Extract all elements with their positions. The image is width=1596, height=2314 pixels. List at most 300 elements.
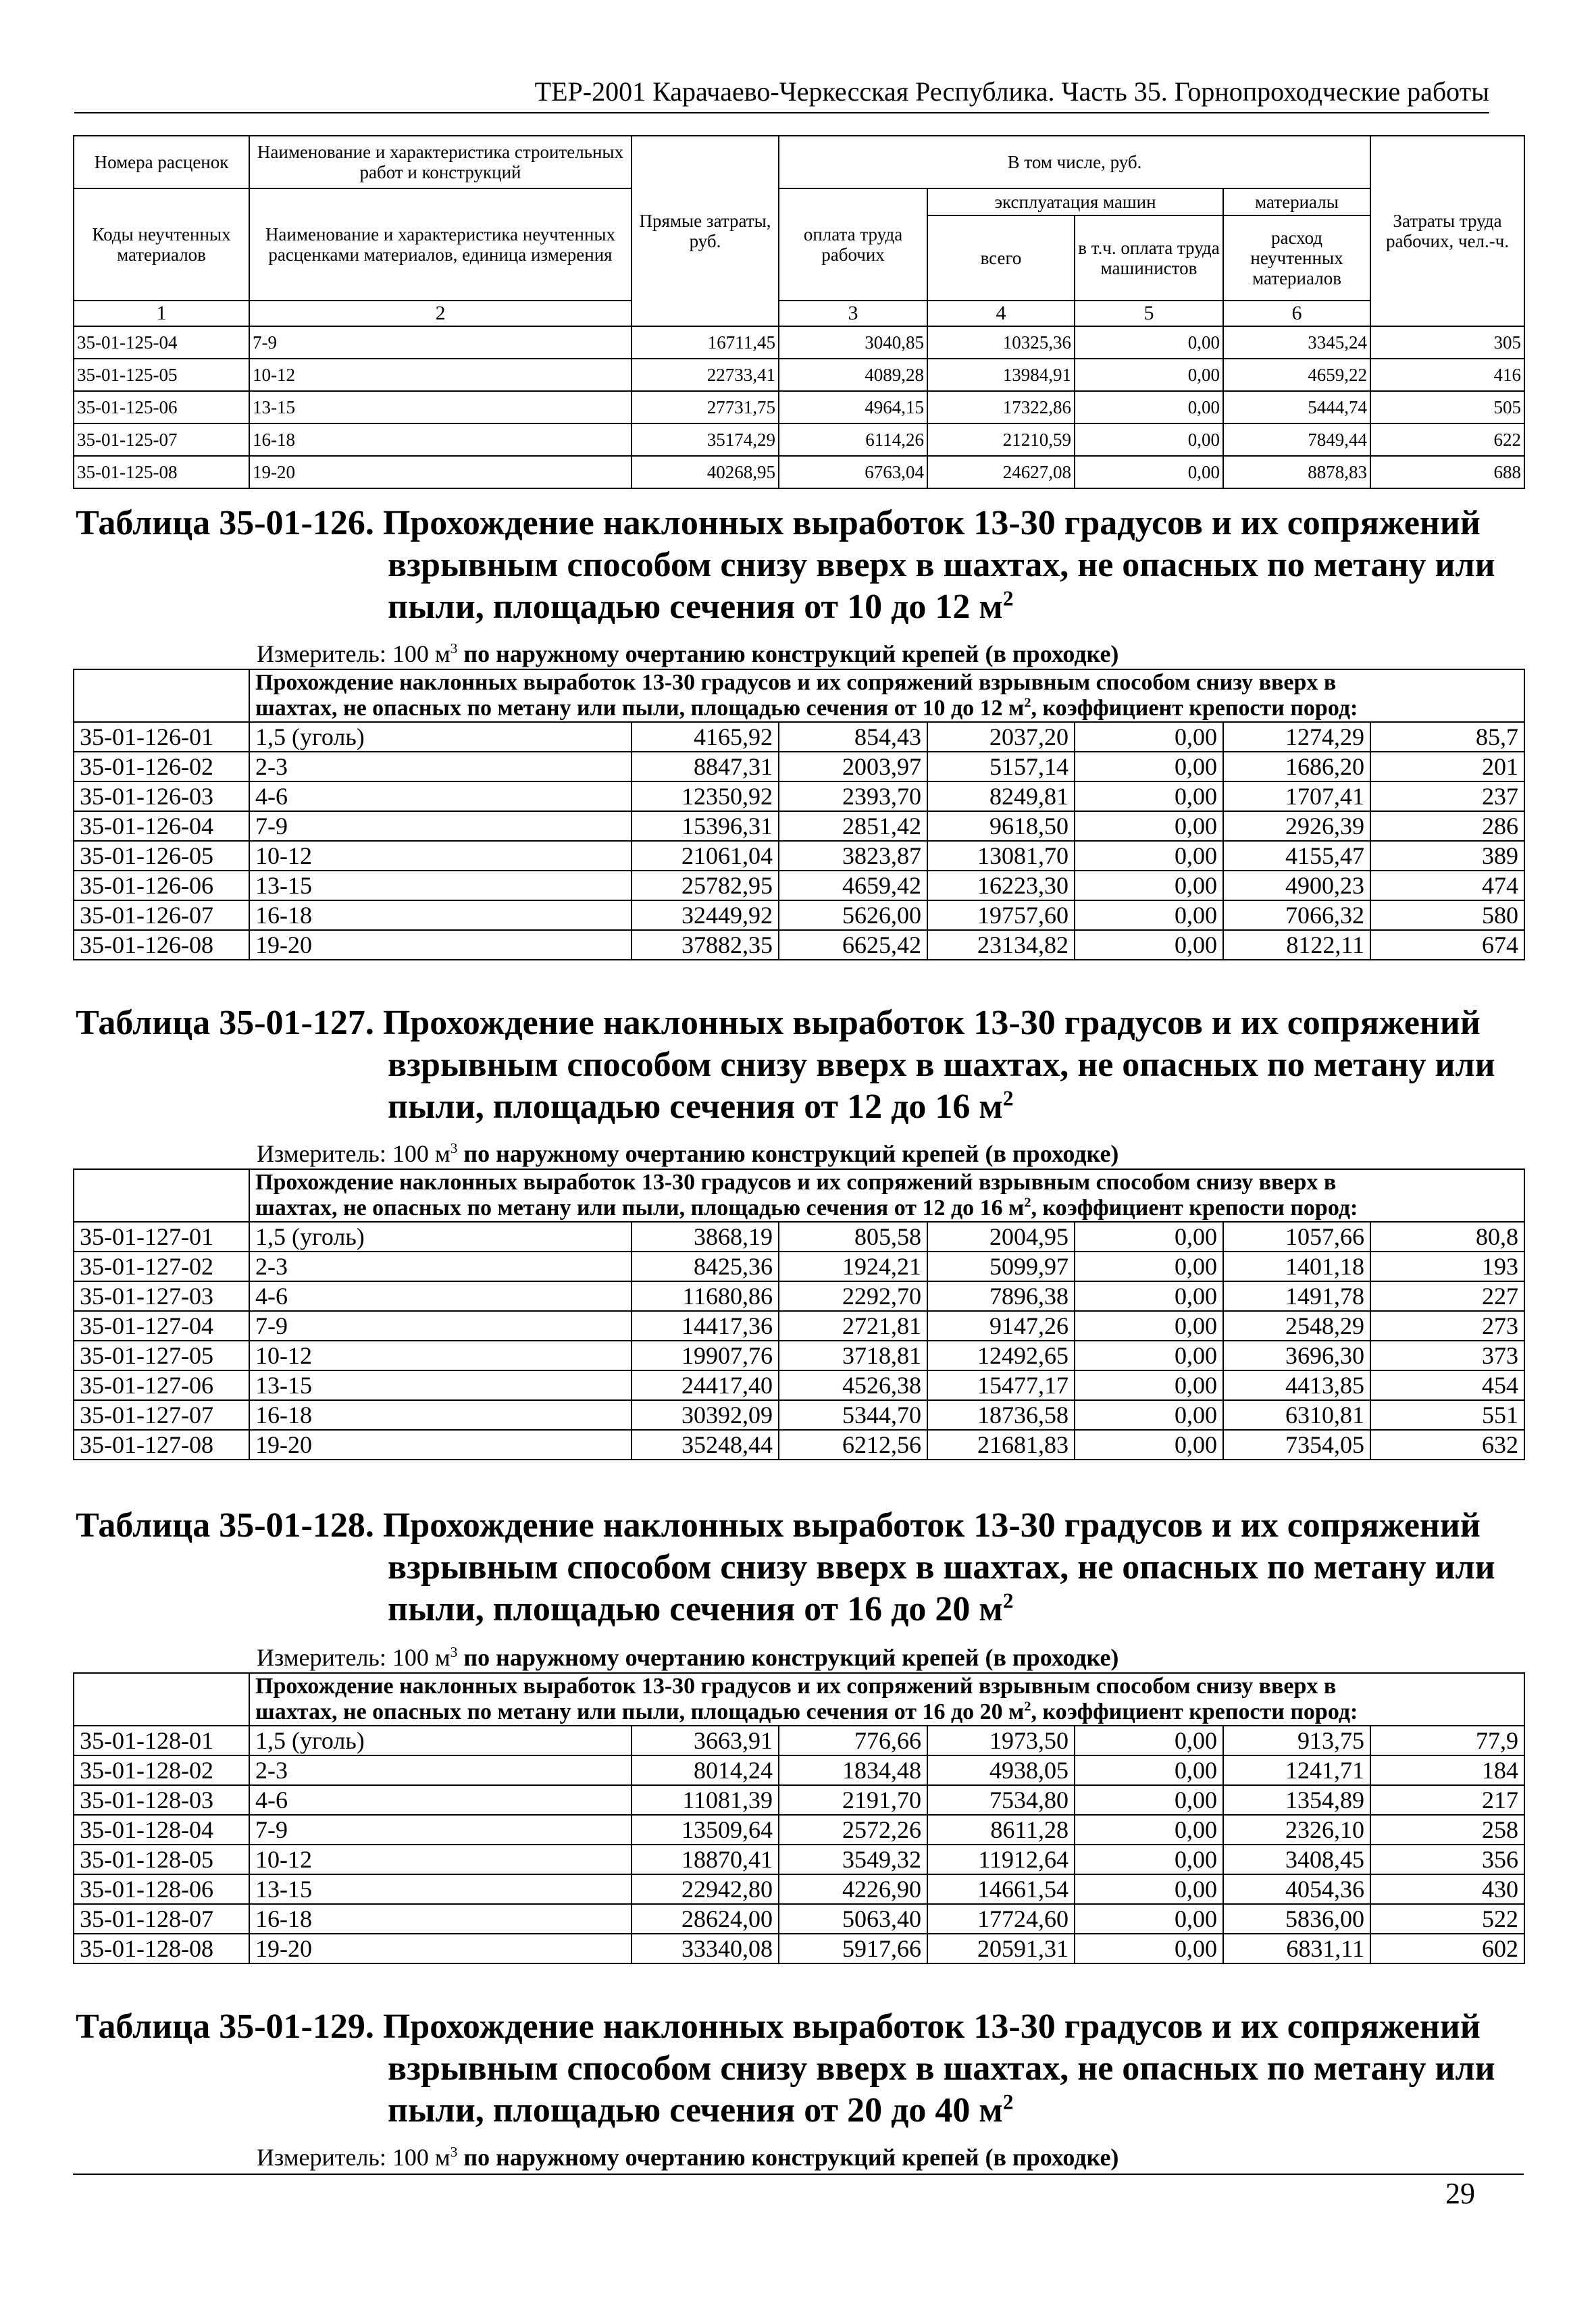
table-cell: 7-9 <box>249 1815 632 1845</box>
table-126-title-sup: 2 <box>1002 586 1014 611</box>
measure-unit: Измеритель: 100 м <box>257 1644 451 1671</box>
caption-line2: шахтах, не опасных по метану или пыли, площадью сечения от 16 до 20 м <box>255 1699 1025 1724</box>
table-cell: 3345,24 <box>1223 326 1370 359</box>
table-cell: 505 <box>1370 391 1524 423</box>
table-cell: 2-3 <box>249 1755 632 1785</box>
table-cell: 1491,78 <box>1223 1281 1370 1311</box>
table-row <box>74 1370 1524 1400</box>
table-cell: 0,00 <box>1075 900 1223 930</box>
table-cell: 35-01-125-06 <box>74 391 249 423</box>
table-cell: 4155,47 <box>1223 841 1370 871</box>
table-cell: 2721,81 <box>779 1311 927 1341</box>
table-cell: 0,00 <box>1075 752 1223 781</box>
table-row <box>74 1874 1524 1904</box>
table-row <box>74 1311 1524 1341</box>
table-cell: 19-20 <box>249 456 632 488</box>
table-cell: 854,43 <box>779 722 927 752</box>
table-cell: 32449,92 <box>632 900 779 930</box>
table-126-title-line3: пыли, площадью сечения от 10 до 12 м <box>388 588 1003 626</box>
table-cell: 9618,50 <box>927 811 1075 841</box>
table-128-title <box>76 1505 1528 1630</box>
table-cell: 16-18 <box>249 423 632 456</box>
col5-header: всего <box>927 215 1075 301</box>
caption-line2-end: , коэффициент крепости пород: <box>1031 696 1358 721</box>
table-cell: 193 <box>1370 1252 1524 1281</box>
colnum-3: 3 <box>779 301 927 326</box>
table-cell: 1274,29 <box>1223 722 1370 752</box>
table-cell: 2926,39 <box>1223 811 1370 841</box>
table-cell: 2851,42 <box>779 811 927 841</box>
table-cell: 19757,60 <box>927 900 1075 930</box>
table-cell: 6763,04 <box>779 456 927 488</box>
table-row <box>74 359 1524 391</box>
table-cell: 5157,14 <box>927 752 1075 781</box>
table-cell: 2004,95 <box>927 1222 1075 1252</box>
table-129-title <box>76 2006 1528 2132</box>
table-cell: 7534,80 <box>927 1785 1075 1815</box>
table-cell: 1354,89 <box>1223 1785 1370 1815</box>
table-cell: 8122,11 <box>1223 930 1370 960</box>
table-cell: 22733,41 <box>632 359 779 391</box>
table-cell: 35-01-128-08 <box>74 1934 249 1963</box>
table-cell: 15396,31 <box>632 811 779 841</box>
table-cell: 0,00 <box>1075 930 1223 960</box>
table-cell: 8249,81 <box>927 781 1075 811</box>
table-cell: 4659,42 <box>779 871 927 900</box>
table-row <box>74 752 1524 781</box>
table-129-measure <box>257 2144 1118 2171</box>
table-row <box>74 841 1524 871</box>
caption-line1: Прохождение наклонных выработок 13-30 градусов и их сопряжений взрывным способом снизу вверх в <box>255 670 1337 695</box>
table-127-caption-spacer <box>74 1169 249 1222</box>
table-cell: 21061,04 <box>632 841 779 871</box>
table-cell: 35-01-127-02 <box>74 1252 249 1281</box>
table-cell: 12492,65 <box>927 1341 1075 1370</box>
table-cell: 286 <box>1370 811 1524 841</box>
table-129-title-sup: 2 <box>1002 2090 1014 2114</box>
table-cell: 0,00 <box>1075 1726 1223 1755</box>
table-cell: 16-18 <box>249 1400 632 1430</box>
table-cell: 4413,85 <box>1223 1370 1370 1400</box>
table-cell: 5344,70 <box>779 1400 927 1430</box>
table-cell: 0,00 <box>1075 326 1223 359</box>
table-row <box>74 391 1524 423</box>
colnum-1: 1 <box>74 301 249 326</box>
table-cell: 11680,86 <box>632 1281 779 1311</box>
table-row <box>74 900 1524 930</box>
table-126 <box>73 669 1525 960</box>
table-row <box>74 423 1524 456</box>
table-cell: 35-01-128-01 <box>74 1726 249 1755</box>
colnum-4: 4 <box>927 301 1075 326</box>
table-cell: 18736,58 <box>927 1400 1075 1430</box>
measure-sup: 3 <box>450 640 458 657</box>
table-cell: 184 <box>1370 1755 1524 1785</box>
table-cell: 4900,23 <box>1223 871 1370 900</box>
table-cell: 10-12 <box>249 359 632 391</box>
table-cell: 0,00 <box>1075 1281 1223 1311</box>
table-cell: 19907,76 <box>632 1341 779 1370</box>
table-cell: 8425,36 <box>632 1252 779 1281</box>
table-cell: 454 <box>1370 1370 1524 1400</box>
table-cell: 4-6 <box>249 1785 632 1815</box>
table-cell: 5063,40 <box>779 1904 927 1934</box>
colnum-6: 6 <box>1223 301 1370 326</box>
table-cell: 0,00 <box>1075 359 1223 391</box>
table-cell: 10325,36 <box>927 326 1075 359</box>
table-128-caption-spacer <box>74 1673 249 1726</box>
table-cell: 35-01-126-04 <box>74 811 249 841</box>
table-cell: 8014,24 <box>632 1755 779 1785</box>
table-cell: 8878,83 <box>1223 456 1370 488</box>
table-cell: 0,00 <box>1075 1815 1223 1845</box>
table-cell: 5626,00 <box>779 900 927 930</box>
table-cell: 19-20 <box>249 1934 632 1963</box>
caption-line1: Прохождение наклонных выработок 13-30 градусов и их сопряжений взрывным способом снизу вверх в <box>255 1170 1337 1195</box>
machines-header: эксплуатация машин <box>927 188 1223 215</box>
table-cell: 0,00 <box>1075 1341 1223 1370</box>
table-cell: 15477,17 <box>927 1370 1075 1400</box>
table-cell: 14417,36 <box>632 1311 779 1341</box>
table-129-title-line3: пыли, площадью сечения от 20 до 40 м <box>388 2091 1003 2130</box>
table-cell: 4089,28 <box>779 359 927 391</box>
table-cell: 688 <box>1370 456 1524 488</box>
measure-desc: по наружному очертанию конструкций крепей (в проходке) <box>463 1140 1119 1167</box>
table-cell: 522 <box>1370 1904 1524 1934</box>
colnum-2: 2 <box>249 301 632 326</box>
caption-line2: шахтах, не опасных по метану или пыли, площадью сечения от 12 до 16 м <box>255 1195 1025 1220</box>
table-128-title-line1: Прохождение наклонных выработок 13-30 градусов и их сопряжений <box>382 1506 1481 1545</box>
table-cell: 4-6 <box>249 1281 632 1311</box>
table-cell: 35-01-127-03 <box>74 1281 249 1311</box>
table-cell: 0,00 <box>1075 1934 1223 1963</box>
measure-unit: Измеритель: 100 м <box>257 1140 451 1167</box>
table-127-body <box>74 1222 1524 1460</box>
table-cell: 273 <box>1370 1311 1524 1341</box>
table-row <box>74 811 1524 841</box>
table-cell: 17724,60 <box>927 1904 1075 1934</box>
table-cell: 35-01-127-01 <box>74 1222 249 1252</box>
table-128-title-line2: взрывным способом снизу вверх в шахтах, не опасных по метану или <box>388 1548 1495 1587</box>
table-128-title-line3: пыли, площадью сечения от 16 до 20 м <box>388 1590 1003 1628</box>
table-cell: 16-18 <box>249 1904 632 1934</box>
table-cell: 430 <box>1370 1874 1524 1904</box>
table-cell: 20591,31 <box>927 1934 1075 1963</box>
table-cell: 2326,10 <box>1223 1815 1370 1845</box>
table-129-title-line2: взрывным способом снизу вверх в шахтах, не опасных по метану или <box>388 2049 1495 2088</box>
table-cell: 1,5 (уголь) <box>249 722 632 752</box>
col8-header: Затраты труда рабочих, чел.-ч. <box>1370 136 1524 326</box>
table-cell: 21681,83 <box>927 1430 1075 1460</box>
caption-sup: 2 <box>1024 695 1031 711</box>
table-cell: 1401,18 <box>1223 1252 1370 1281</box>
table-row <box>74 1815 1524 1845</box>
table-cell: 19-20 <box>249 930 632 960</box>
caption-line2-end: , коэффициент крепости пород: <box>1031 1699 1358 1724</box>
table-cell: 21210,59 <box>927 423 1075 456</box>
table-126-measure <box>257 640 1118 667</box>
table-cell: 35-01-128-02 <box>74 1755 249 1785</box>
table-cell: 12350,92 <box>632 781 779 811</box>
table-row <box>74 1430 1524 1460</box>
table-cell: 8847,31 <box>632 752 779 781</box>
table-cell: 1,5 (уголь) <box>249 1222 632 1252</box>
table-cell: 35-01-126-01 <box>74 722 249 752</box>
caption-line2-end: , коэффициент крепости пород: <box>1031 1195 1358 1220</box>
table-row <box>74 1845 1524 1874</box>
table-129-rule <box>73 2174 1524 2175</box>
table-cell: 24627,08 <box>927 456 1075 488</box>
table-cell: 19-20 <box>249 1430 632 1460</box>
table-row <box>74 781 1524 811</box>
table-row <box>74 871 1524 900</box>
table-cell: 416 <box>1370 359 1524 391</box>
table-cell: 3663,91 <box>632 1726 779 1755</box>
table-cell: 2548,29 <box>1223 1311 1370 1341</box>
table-cell: 5444,74 <box>1223 391 1370 423</box>
table-cell: 30392,09 <box>632 1400 779 1430</box>
table-cell: 305 <box>1370 326 1524 359</box>
table-cell: 4526,38 <box>779 1370 927 1400</box>
column-header-table <box>73 135 1525 489</box>
table-cell: 2-3 <box>249 1252 632 1281</box>
incl-header: В том числе, руб. <box>779 136 1370 188</box>
table-cell: 389 <box>1370 841 1524 871</box>
table-cell: 35248,44 <box>632 1430 779 1460</box>
table-cell: 217 <box>1370 1785 1524 1815</box>
table-cell: 2-3 <box>249 752 632 781</box>
table-cell: 7-9 <box>249 1311 632 1341</box>
table-128-measure <box>257 1644 1118 1671</box>
page-header: ТЕР-2001 Карачаево-Черкесская Республика. Часть 35. Горнопроходческие работы <box>534 76 1489 107</box>
table-cell: 5917,66 <box>779 1934 927 1963</box>
table-129-prefix: Таблица 35-01-129. <box>76 2007 374 2046</box>
table-row <box>74 1222 1524 1252</box>
table-cell: 5099,97 <box>927 1252 1075 1281</box>
table-cell: 16223,30 <box>927 871 1075 900</box>
table-cell: 1057,66 <box>1223 1222 1370 1252</box>
table-cell: 35-01-127-05 <box>74 1341 249 1370</box>
table-cell: 4054,36 <box>1223 1874 1370 1904</box>
table-cell: 37882,35 <box>632 930 779 960</box>
table-row <box>74 456 1524 488</box>
table-cell: 0,00 <box>1075 1845 1223 1874</box>
table-cell: 35-01-126-06 <box>74 871 249 900</box>
table-cell: 35-01-126-03 <box>74 781 249 811</box>
table-cell: 13081,70 <box>927 841 1075 871</box>
table-cell: 227 <box>1370 1281 1524 1311</box>
table-128-caption <box>249 1673 1524 1726</box>
table-cell: 3040,85 <box>779 326 927 359</box>
table-126-title <box>76 503 1528 628</box>
table-128-title-sup: 2 <box>1002 1589 1014 1613</box>
table-row <box>74 930 1524 960</box>
table-row <box>74 722 1524 752</box>
table-cell: 3823,87 <box>779 841 927 871</box>
table-cell: 6114,26 <box>779 423 927 456</box>
table-cell: 13-15 <box>249 391 632 423</box>
table-cell: 8611,28 <box>927 1815 1075 1845</box>
table-cell: 0,00 <box>1075 1785 1223 1815</box>
table-row <box>74 1726 1524 1755</box>
table-127-measure <box>257 1140 1118 1167</box>
table-cell: 913,75 <box>1223 1726 1370 1755</box>
table-126-title-line1: Прохождение наклонных выработок 13-30 градусов и их сопряжений <box>382 504 1481 542</box>
table-cell: 551 <box>1370 1400 1524 1430</box>
table-cell: 776,66 <box>779 1726 927 1755</box>
table-cell: 674 <box>1370 930 1524 960</box>
table-cell: 35-01-128-03 <box>74 1785 249 1815</box>
table-row <box>74 1252 1524 1281</box>
table-cell: 6212,56 <box>779 1430 927 1460</box>
measure-unit: Измеритель: 100 м <box>257 640 451 667</box>
table-cell: 35-01-126-07 <box>74 900 249 930</box>
table-128 <box>73 1672 1525 1964</box>
page-number: 29 <box>1445 2177 1475 2210</box>
col1-header-b: Коды неучтенных материалов <box>74 188 249 301</box>
table-cell: 35-01-128-07 <box>74 1904 249 1934</box>
table-cell: 2191,70 <box>779 1785 927 1815</box>
table-126-caption <box>249 669 1524 722</box>
table-cell: 3718,81 <box>779 1341 927 1370</box>
table-cell: 35-01-128-05 <box>74 1845 249 1874</box>
table-cell: 3549,32 <box>779 1845 927 1874</box>
table-cell: 1241,71 <box>1223 1755 1370 1785</box>
table-cell: 3408,45 <box>1223 1845 1370 1874</box>
measure-sup: 3 <box>450 1644 458 1660</box>
table-cell: 23134,82 <box>927 930 1075 960</box>
table-cell: 13-15 <box>249 871 632 900</box>
table-cell: 27731,75 <box>632 391 779 423</box>
measure-unit: Измеритель: 100 м <box>257 2144 451 2171</box>
table-cell: 33340,08 <box>632 1934 779 1963</box>
table-cell: 24417,40 <box>632 1370 779 1400</box>
table-cell: 3868,19 <box>632 1222 779 1252</box>
table-cell: 4659,22 <box>1223 359 1370 391</box>
table-cell: 0,00 <box>1075 1222 1223 1252</box>
table-cell: 4938,05 <box>927 1755 1075 1785</box>
table-cell: 35-01-127-04 <box>74 1311 249 1341</box>
table-cell: 25782,95 <box>632 871 779 900</box>
table-cell: 9147,26 <box>927 1311 1075 1341</box>
table-cell: 7896,38 <box>927 1281 1075 1311</box>
colnum-5: 5 <box>1075 301 1223 326</box>
col7-header: расход неучтенных материалов <box>1223 215 1370 301</box>
table-128-body <box>74 1726 1524 1963</box>
table-row <box>74 1904 1524 1934</box>
table-cell: 4-6 <box>249 781 632 811</box>
table-cell: 35-01-127-08 <box>74 1430 249 1460</box>
caption-sup: 2 <box>1024 1699 1031 1714</box>
table-cell: 35174,29 <box>632 423 779 456</box>
table-cell: 237 <box>1370 781 1524 811</box>
table-cell: 1834,48 <box>779 1755 927 1785</box>
table-cell: 35-01-128-06 <box>74 1874 249 1904</box>
table-cell: 35-01-127-07 <box>74 1400 249 1430</box>
col1-header-a: Номера расценок <box>74 136 249 188</box>
table-126-body <box>74 722 1524 960</box>
table-row <box>74 1934 1524 1963</box>
table-cell: 580 <box>1370 900 1524 930</box>
table-cell: 0,00 <box>1075 841 1223 871</box>
table-cell: 13509,64 <box>632 1815 779 1845</box>
table-cell: 1973,50 <box>927 1726 1075 1755</box>
table-127-title-sup: 2 <box>1002 1086 1014 1110</box>
table-cell: 6625,42 <box>779 930 927 960</box>
table-cell: 3696,30 <box>1223 1341 1370 1370</box>
table-cell: 80,8 <box>1370 1222 1524 1252</box>
table-cell: 201 <box>1370 752 1524 781</box>
table-cell: 0,00 <box>1075 1400 1223 1430</box>
table-cell: 35-01-125-08 <box>74 456 249 488</box>
col4-header: оплата труда рабочих <box>779 188 927 301</box>
table-cell: 0,00 <box>1075 781 1223 811</box>
table-127-caption <box>249 1169 1524 1222</box>
table-cell: 16711,45 <box>632 326 779 359</box>
table-cell: 7-9 <box>249 811 632 841</box>
table-cell: 13-15 <box>249 1874 632 1904</box>
table-cell: 28624,00 <box>632 1904 779 1934</box>
caption-line2: шахтах, не опасных по метану или пыли, площадью сечения от 10 до 12 м <box>255 696 1025 721</box>
table-cell: 0,00 <box>1075 1252 1223 1281</box>
table-cell: 7066,32 <box>1223 900 1370 930</box>
table-cell: 0,00 <box>1075 1874 1223 1904</box>
table-cell: 4165,92 <box>632 722 779 752</box>
table-cell: 6310,81 <box>1223 1400 1370 1430</box>
table-125-body <box>74 326 1524 488</box>
table-cell: 2393,70 <box>779 781 927 811</box>
table-127-title-line3: пыли, площадью сечения от 12 до 16 м <box>388 1087 1003 1126</box>
table-cell: 14661,54 <box>927 1874 1075 1904</box>
table-cell: 10-12 <box>249 1341 632 1370</box>
table-126-caption-spacer <box>74 669 249 722</box>
table-127-title-line1: Прохождение наклонных выработок 13-30 градусов и их сопряжений <box>382 1004 1481 1042</box>
col6-header: в т.ч. оплата труда машинистов <box>1075 215 1223 301</box>
table-cell: 1924,21 <box>779 1252 927 1281</box>
col2-header-a: Наименование и характеристика строительных работ и конструкций <box>249 136 632 188</box>
col3-header: Прямые затраты, руб. <box>632 136 779 326</box>
table-126-prefix: Таблица 35-01-126. <box>76 504 374 542</box>
table-cell: 40268,95 <box>632 456 779 488</box>
table-cell: 35-01-125-07 <box>74 423 249 456</box>
table-cell: 0,00 <box>1075 456 1223 488</box>
table-cell: 7849,44 <box>1223 423 1370 456</box>
table-cell: 11912,64 <box>927 1845 1075 1874</box>
table-cell: 35-01-125-04 <box>74 326 249 359</box>
table-127 <box>73 1168 1525 1460</box>
table-row <box>74 1400 1524 1430</box>
table-127-title <box>76 1002 1528 1128</box>
table-cell: 632 <box>1370 1430 1524 1460</box>
table-cell: 4964,15 <box>779 391 927 423</box>
table-cell: 0,00 <box>1075 423 1223 456</box>
table-cell: 22942,80 <box>632 1874 779 1904</box>
table-cell: 2003,97 <box>779 752 927 781</box>
table-126-title-line2: взрывным способом снизу вверх в шахтах, не опасных по метану или <box>388 546 1495 584</box>
measure-sup: 3 <box>450 1140 458 1156</box>
table-cell: 13984,91 <box>927 359 1075 391</box>
table-row <box>74 1341 1524 1370</box>
measure-desc: по наружному очертанию конструкций крепей (в проходке) <box>463 640 1119 667</box>
table-cell: 6831,11 <box>1223 1934 1370 1963</box>
table-cell: 602 <box>1370 1934 1524 1963</box>
table-cell: 1,5 (уголь) <box>249 1726 632 1755</box>
table-cell: 7-9 <box>249 326 632 359</box>
table-128-prefix: Таблица 35-01-128. <box>76 1506 374 1545</box>
table-cell: 258 <box>1370 1815 1524 1845</box>
table-cell: 0,00 <box>1075 811 1223 841</box>
table-cell: 16-18 <box>249 900 632 930</box>
